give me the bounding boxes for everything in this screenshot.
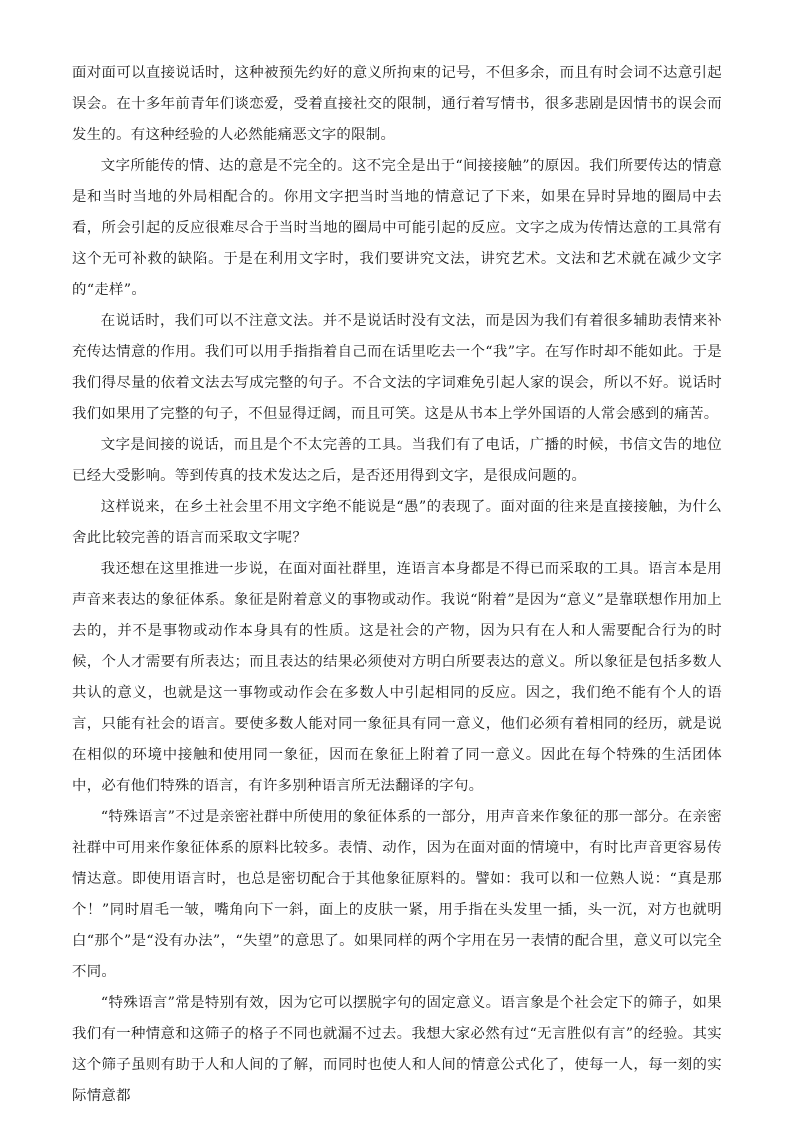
- paragraph-8: “特殊语言”常是特别有效，因为它可以摆脱字句的固定意义。语言象是个社会定下的筛子，如果我们有一种情意和这筛子的格子不同也就漏不过去。我想大家必然有过“无言胜似有言”的经验。其实这个筛子虽则有助于人和人间的了解，而同时也使人和人间的情意公式化了，使每一人，每一刻的实际情意都: [72, 995, 722, 1104]
- paragraph-2: 文字所能传的情、达的意是不完全的。这不完全是出于“间接接触”的原因。我们所要传达的情意是和当时当地的外局相配合的。你用文字把当时当地的情意记了下来，如果在异时异地的圈局中去看，所会引起的反应很难尽合于当时当地的圈局中可能引起的反应。文字之成为传情达意的工具常有这个无可补救的缺陷。于是在利用文字时，我们要讲究文法，讲究艺术。文法和艺术就在减少文字的“走样”。: [72, 158, 722, 298]
- paragraph-6: 我还想在这里推进一步说，在面对面社群里，连语言本身都是不得已而采取的工具。语言本是用声音来表达的象征体系。象征是附着意义的事物或动作。我说“附着”是因为“意义”是靠联想作用加上去的，并不是事物或动作本身具有的性质。这是社会的产物，因为只有在人和人需要配合行为的时候，个人才需要有所表达；而且表达的结果必须使对方明白所要表达的意义。所以象征是包括多数人共认的意义，也就是这一事物或动作会在多数人中引起相同的反应。因之，我们绝不能有个人的语言，只能有社会的语言。要使多数人能对同一象征具有同一意义，他们必须有着相同的经历，就是说在相似的环境中接触和使用同一象征，因而在象征上附着了同一意义。因此在每个特殊的生活团体中，必有他们特殊的语言，有许多别种语言所无法翻译的字句。: [72, 561, 722, 794]
- paragraph-1: 面对面可以直接说话时，这种被预先约好的意义所拘束的记号，不但多余，而且有时会词不达意引起误会。在十多年前青年们谈恋爱，受着直接社交的限制，通行着写情书，很多悲剧是因情书的误会而发生的。有这种经验的人必然能痛恶文字的限制。: [72, 65, 722, 143]
- paragraph-7: “特殊语言”不过是亲密社群中所使用的象征体系的一部分，用声音来作象征的那一部分。在亲密社群中可用来作象征体系的原料比较多。表情、动作，因为在面对面的情境中，有时比声音更容易传情达意。即使用语言时，也总是密切配合于其他象征原料的。譬如：我可以和一位熟人说：“真是那个！”同时眉毛一皱，嘴角向下一斜，面上的皮肤一紧，用手指在头发里一插，头一沉，对方也就明白“那个”是“没有办法”，“失望”的意思了。如果同样的两个字用在另一表情的配合里，意义可以完全不同。: [72, 809, 722, 980]
- document-page: [72, 58, 722, 1112]
- paragraph-3: 在说话时，我们可以不注意文法。并不是说话时没有文法，而是因为我们有着很多辅助表情来补充传达情意的作用。我们可以用手指指着自己而在话里吃去一个“我”字。在写作时却不能如此。于是我们得尽量的依着文法去写成完整的句子。不合文法的字词难免引起人家的误会，所以不好。说话时我们如果用了完整的句子，不但显得迂阔，而且可笑。这是从书本上学外国语的人常会感到的痛苦。: [72, 313, 722, 422]
- paragraph-4: 文字是间接的说话，而且是个不太完善的工具。当我们有了电话，广播的时候，书信文告的地位已经大受影响。等到传真的技术发达之后，是否还用得到文字，是很成问题的。: [72, 437, 722, 484]
- paragraph-5: 这样说来，在乡土社会里不用文字绝不能说是“愚”的表现了。面对面的往来是直接接触，为什么舍此比较完善的语言而采取文字呢？: [72, 499, 722, 546]
